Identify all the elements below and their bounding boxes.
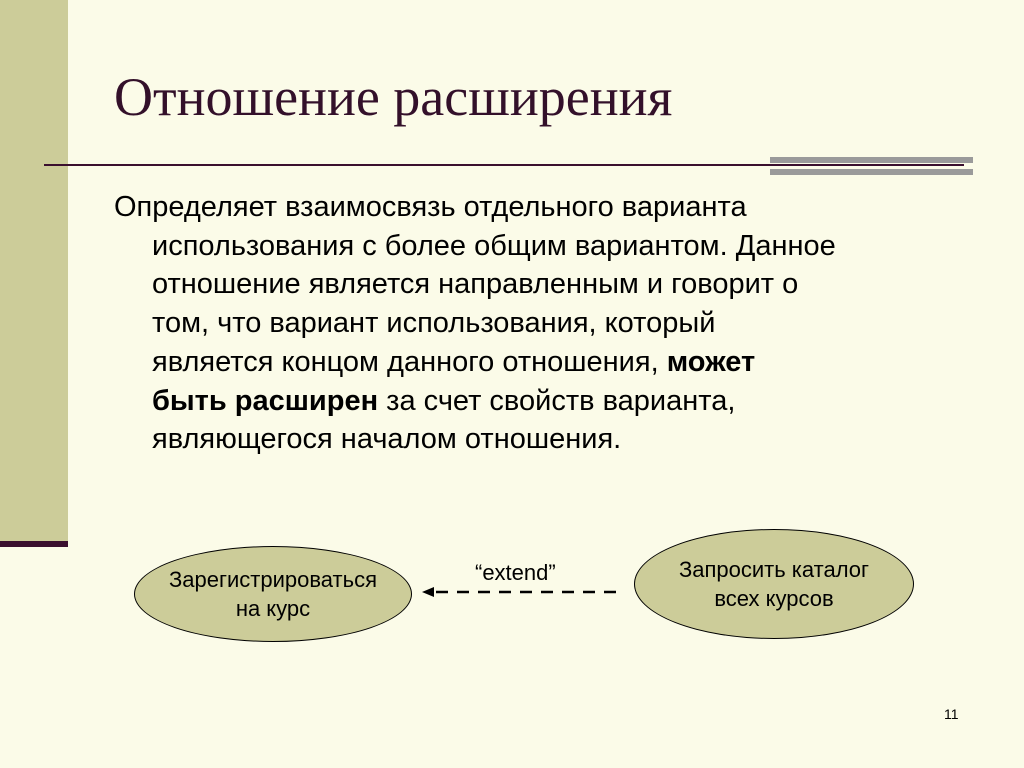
use-case-request-label: Запросить каталог всех курсов — [678, 557, 870, 611]
left-decorative-band — [0, 0, 68, 545]
body-line-5-text: является концом данного отношения, — [152, 345, 667, 378]
extend-relation-label: “extend” — [475, 560, 556, 585]
body-line-5 — [114, 343, 974, 382]
corner-decor-bar-bottom — [770, 169, 973, 175]
body-line-4: том, что вариант использования, который — [152, 307, 716, 340]
use-case-register-label: Зарегистрироваться на курс — [168, 567, 378, 621]
body-line-2: использования с более общим вариантом. Данное — [152, 229, 836, 262]
body-bold-may: может — [666, 345, 756, 378]
body-line-6-text: за счет свойств варианта, — [378, 384, 736, 417]
slide-title: Отношение расширения — [114, 67, 673, 127]
body-line-7: являющегося началом отношения. — [152, 423, 622, 456]
use-case-request-catalog — [634, 529, 914, 639]
arrow-head-icon — [422, 587, 434, 597]
page-number: 11 — [944, 706, 959, 722]
use-case-register-course — [134, 546, 412, 642]
extend-dashed-arrow — [420, 583, 620, 601]
body-line-6 — [114, 382, 974, 421]
left-band-underline — [0, 541, 68, 547]
slide-body-paragraph — [114, 188, 974, 459]
title-divider — [44, 164, 964, 166]
body-bold-be-extended: быть расширен — [152, 384, 379, 417]
corner-decor-bar-top — [770, 157, 973, 163]
body-line-3: отношение является направленным и говорит о — [152, 268, 799, 301]
body-line-1: Определяет взаимосвязь отдельного варианта — [114, 191, 747, 223]
